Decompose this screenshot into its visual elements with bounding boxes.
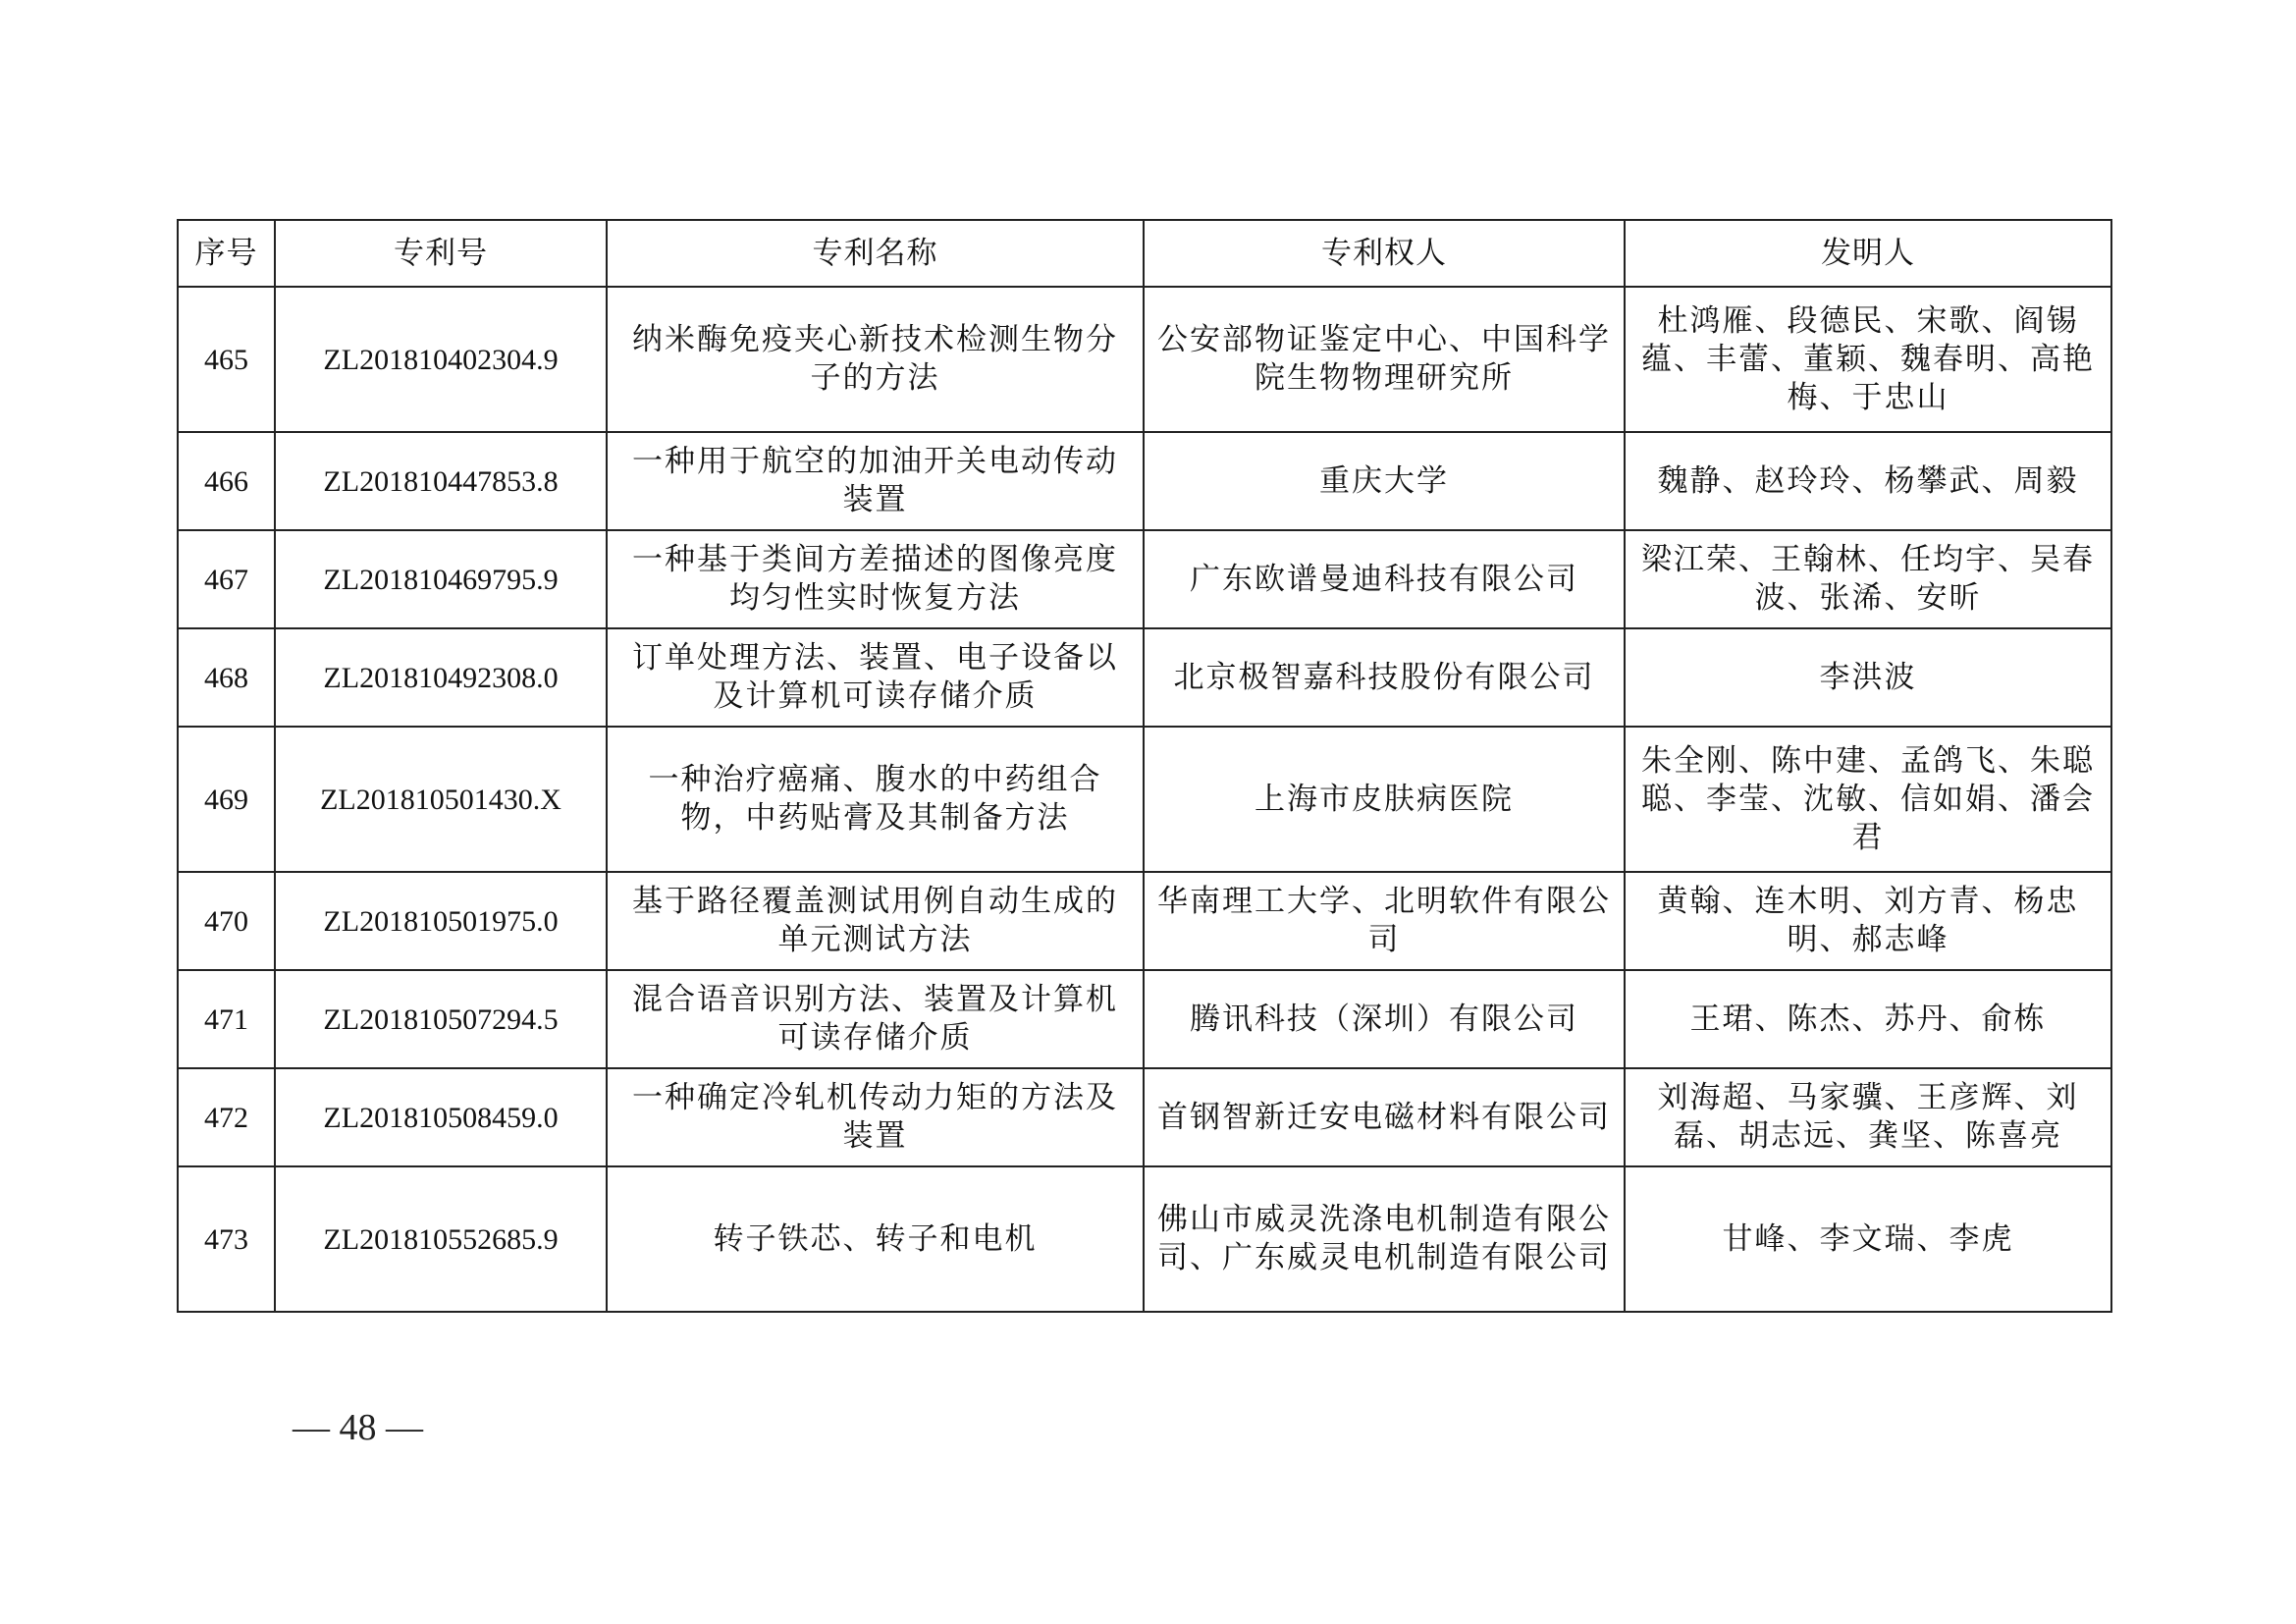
cell-patent-holder: 腾讯科技（深圳）有限公司 [1144, 970, 1625, 1068]
cell-serial-number: 472 [178, 1068, 275, 1166]
table-row [178, 628, 2111, 727]
cell-inventors: 黄翰、连木明、刘方青、杨忠明、郝志峰 [1625, 872, 2111, 970]
cell-patent-holder: 重庆大学 [1144, 432, 1625, 530]
cell-serial-number: 467 [178, 530, 275, 628]
table-header-row [178, 220, 2111, 287]
cell-patent-name: 一种用于航空的加油开关电动传动装置 [607, 432, 1144, 530]
cell-patent-name: 转子铁芯、转子和电机 [607, 1166, 1144, 1312]
table-row [178, 287, 2111, 432]
cell-serial-number: 466 [178, 432, 275, 530]
cell-inventors: 李洪波 [1625, 628, 2111, 727]
table-row [178, 727, 2111, 872]
cell-patent-holder: 北京极智嘉科技股份有限公司 [1144, 628, 1625, 727]
cell-patent-number: ZL201810492308.0 [275, 628, 607, 727]
cell-patent-number: ZL201810552685.9 [275, 1166, 607, 1312]
cell-serial-number: 470 [178, 872, 275, 970]
cell-patent-name: 基于路径覆盖测试用例自动生成的单元测试方法 [607, 872, 1144, 970]
cell-patent-name: 一种治疗癌痛、腹水的中药组合物，中药贴膏及其制备方法 [607, 727, 1144, 872]
cell-patent-name: 订单处理方法、装置、电子设备以及计算机可读存储介质 [607, 628, 1144, 727]
cell-serial-number: 468 [178, 628, 275, 727]
header-patent-holder: 专利权人 [1144, 220, 1625, 287]
cell-serial-number: 471 [178, 970, 275, 1068]
cell-inventors: 梁江荣、王翰林、任均宇、吴春波、张浠、安昕 [1625, 530, 2111, 628]
cell-serial-number: 465 [178, 287, 275, 432]
cell-patent-holder: 华南理工大学、北明软件有限公司 [1144, 872, 1625, 970]
cell-patent-name: 混合语音识别方法、装置及计算机可读存储介质 [607, 970, 1144, 1068]
cell-patent-number: ZL201810508459.0 [275, 1068, 607, 1166]
cell-patent-holder: 上海市皮肤病医院 [1144, 727, 1625, 872]
cell-inventors: 甘峰、李文瑞、李虎 [1625, 1166, 2111, 1312]
cell-patent-name: 纳米酶免疫夹心新技术检测生物分子的方法 [607, 287, 1144, 432]
header-patent-name: 专利名称 [607, 220, 1144, 287]
patent-table [177, 219, 2112, 1313]
cell-patent-number: ZL201810402304.9 [275, 287, 607, 432]
cell-patent-number: ZL201810447853.8 [275, 432, 607, 530]
table-row [178, 432, 2111, 530]
cell-patent-holder: 佛山市威灵洗涤电机制造有限公司、广东威灵电机制造有限公司 [1144, 1166, 1625, 1312]
table-row [178, 1166, 2111, 1312]
cell-patent-number: ZL201810501430.X [275, 727, 607, 872]
page-number: — 48 — [293, 1407, 423, 1448]
cell-inventors: 王珺、陈杰、苏丹、俞栋 [1625, 970, 2111, 1068]
cell-serial-number: 473 [178, 1166, 275, 1312]
cell-patent-name: 一种基于类间方差描述的图像亮度均匀性实时恢复方法 [607, 530, 1144, 628]
cell-patent-holder: 首钢智新迁安电磁材料有限公司 [1144, 1068, 1625, 1166]
cell-inventors: 杜鸿雁、段德民、宋歌、阎锡蕴、丰蕾、董颖、魏春明、高艳梅、于忠山 [1625, 287, 2111, 432]
cell-patent-name: 一种确定冷轧机传动力矩的方法及装置 [607, 1068, 1144, 1166]
cell-patent-holder: 广东欧谱曼迪科技有限公司 [1144, 530, 1625, 628]
cell-inventors: 朱全刚、陈中建、孟鸽飞、朱聪聪、李莹、沈敏、信如娟、潘会君 [1625, 727, 2111, 872]
cell-patent-number: ZL201810501975.0 [275, 872, 607, 970]
table-row [178, 970, 2111, 1068]
cell-inventors: 魏静、赵玲玲、杨攀武、周毅 [1625, 432, 2111, 530]
table-row [178, 1068, 2111, 1166]
header-patent-number: 专利号 [275, 220, 607, 287]
header-serial-number: 序号 [178, 220, 275, 287]
cell-patent-number: ZL201810507294.5 [275, 970, 607, 1068]
table-row [178, 872, 2111, 970]
cell-patent-holder: 公安部物证鉴定中心、中国科学院生物物理研究所 [1144, 287, 1625, 432]
cell-patent-number: ZL201810469795.9 [275, 530, 607, 628]
table-row [178, 530, 2111, 628]
cell-serial-number: 469 [178, 727, 275, 872]
cell-inventors: 刘海超、马家骥、王彦辉、刘磊、胡志远、龚坚、陈喜亮 [1625, 1068, 2111, 1166]
header-inventors: 发明人 [1625, 220, 2111, 287]
